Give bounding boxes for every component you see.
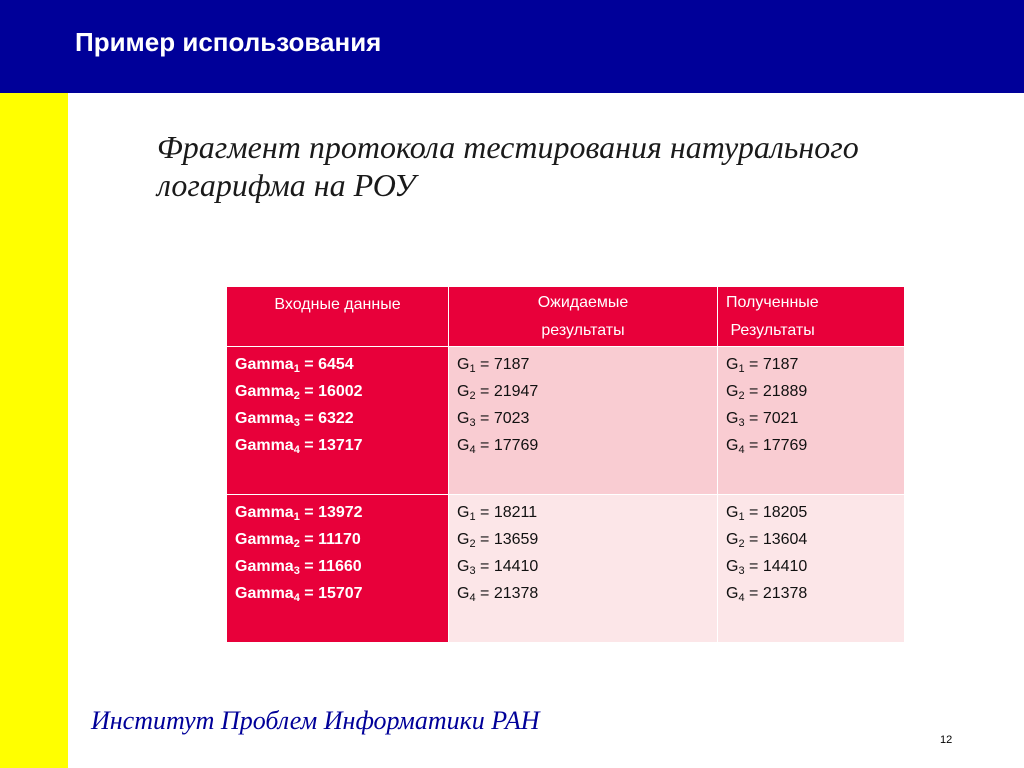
table-row [227, 347, 905, 495]
var-value: = 13604 [744, 531, 808, 548]
var-index: 1 [469, 363, 476, 375]
var-name: G [726, 558, 739, 575]
header-actual-line-2: Результаты [730, 322, 815, 339]
var-name: G [726, 383, 739, 400]
var-name: G [726, 437, 739, 454]
slide-title: Пример использования [75, 27, 382, 57]
subtitle-line-1: Фрагмент протокола тестирования натурального [157, 129, 859, 165]
var-index: 4 [469, 592, 476, 604]
header-expected [449, 287, 718, 347]
input-cell-line [235, 351, 440, 378]
var-value: = 13717 [299, 437, 363, 454]
table-header-row [227, 287, 905, 347]
var-value: = 21947 [475, 383, 539, 400]
var-index: 3 [293, 565, 300, 577]
var-name: G [457, 585, 470, 602]
var-value: = 15707 [299, 585, 363, 602]
var-value: = 17769 [475, 437, 539, 454]
var-index: 4 [293, 444, 300, 456]
actual-cell-line [726, 378, 896, 405]
var-value: = 17769 [744, 437, 808, 454]
input-cell-line [235, 526, 440, 553]
var-name: G [457, 504, 470, 521]
var-name: Gamma [235, 383, 294, 400]
actual-cell-line [726, 405, 896, 432]
var-index: 1 [738, 363, 745, 375]
var-value: = 13659 [475, 531, 539, 548]
expected-cell [449, 347, 718, 495]
var-index: 3 [293, 417, 300, 429]
footer-institute: Институт Проблем Информатики РАН [91, 706, 540, 735]
table-row [227, 495, 905, 643]
input-cell-line [235, 378, 440, 405]
actual-cell-line [726, 526, 896, 553]
var-name: Gamma [235, 504, 294, 521]
actual-cell-line [726, 432, 896, 459]
var-value: = 7187 [475, 356, 530, 373]
actual-cell [718, 347, 905, 495]
input-cell [227, 347, 449, 495]
actual-cell [718, 495, 905, 643]
var-name: G [457, 437, 470, 454]
var-value: = 16002 [299, 383, 363, 400]
var-value: = 7187 [744, 356, 799, 373]
expected-cell-line [457, 499, 709, 526]
yellow-side-bar [0, 93, 68, 768]
var-name: Gamma [235, 437, 294, 454]
var-value: = 7021 [744, 410, 799, 427]
var-value: = 7023 [475, 410, 530, 427]
var-name: G [457, 356, 470, 373]
var-value: = 11170 [299, 531, 361, 548]
actual-cell-line [726, 351, 896, 378]
header-actual-line-1: Полученные [726, 294, 819, 311]
var-value: = 6322 [299, 410, 354, 427]
var-name: Gamma [235, 585, 294, 602]
var-value: = 21378 [475, 585, 539, 602]
var-index: 1 [293, 511, 300, 523]
var-index: 1 [293, 363, 300, 375]
subtitle-line-2: логарифма на РОУ [157, 167, 416, 203]
var-name: G [457, 558, 470, 575]
input-cell-line [235, 553, 440, 580]
var-index: 2 [738, 390, 745, 402]
var-index: 3 [469, 417, 476, 429]
header-input-label: Входные данные [274, 296, 401, 313]
var-index: 2 [293, 390, 300, 402]
var-index: 1 [738, 511, 745, 523]
var-name: Gamma [235, 531, 294, 548]
input-cell-line [235, 499, 440, 526]
input-cell-line [235, 580, 440, 607]
expected-cell-line [457, 432, 709, 459]
var-index: 2 [469, 390, 476, 402]
var-value: = 18211 [475, 504, 538, 521]
actual-cell-line [726, 499, 896, 526]
expected-cell-line [457, 553, 709, 580]
var-index: 2 [469, 538, 476, 550]
expected-cell-line [457, 351, 709, 378]
actual-cell-line [726, 553, 896, 580]
var-index: 2 [293, 538, 300, 550]
header-expected-line-1: Ожидаемые [537, 294, 629, 311]
var-index: 3 [469, 565, 476, 577]
var-name: Gamma [235, 410, 294, 427]
var-name: G [726, 410, 739, 427]
var-index: 3 [738, 417, 745, 429]
var-value: = 13972 [299, 504, 363, 521]
var-name: G [726, 531, 739, 548]
var-value: = 6454 [299, 356, 354, 373]
expected-cell-line [457, 405, 709, 432]
var-index: 4 [738, 444, 745, 456]
var-index: 4 [469, 444, 476, 456]
var-name: G [457, 410, 470, 427]
expected-cell [449, 495, 718, 643]
input-cell-line [235, 432, 440, 459]
expected-cell-line [457, 580, 709, 607]
var-name: G [457, 531, 470, 548]
var-name: G [457, 383, 470, 400]
var-index: 4 [738, 592, 745, 604]
input-cell [227, 495, 449, 643]
var-index: 2 [738, 538, 745, 550]
var-name: Gamma [235, 558, 294, 575]
var-index: 3 [738, 565, 745, 577]
var-value: = 11660 [299, 558, 362, 575]
var-value: = 21889 [744, 383, 808, 400]
header-input [227, 287, 449, 347]
expected-cell-line [457, 378, 709, 405]
var-name: Gamma [235, 356, 294, 373]
input-cell-line [235, 405, 440, 432]
actual-cell-line [726, 580, 896, 607]
var-value: = 14410 [744, 558, 808, 575]
var-index: 4 [293, 592, 300, 604]
var-value: = 18205 [744, 504, 808, 521]
var-value: = 21378 [744, 585, 808, 602]
header-bar [0, 0, 1024, 93]
slide-subtitle [157, 128, 937, 204]
header-expected-line-2: результаты [541, 322, 625, 339]
var-value: = 14410 [475, 558, 539, 575]
header-actual [718, 287, 905, 347]
var-name: G [726, 356, 739, 373]
test-protocol-table [226, 286, 905, 643]
var-name: G [726, 504, 739, 521]
var-name: G [726, 585, 739, 602]
expected-cell-line [457, 526, 709, 553]
page-number: 12 [940, 734, 953, 746]
var-index: 1 [469, 511, 476, 523]
